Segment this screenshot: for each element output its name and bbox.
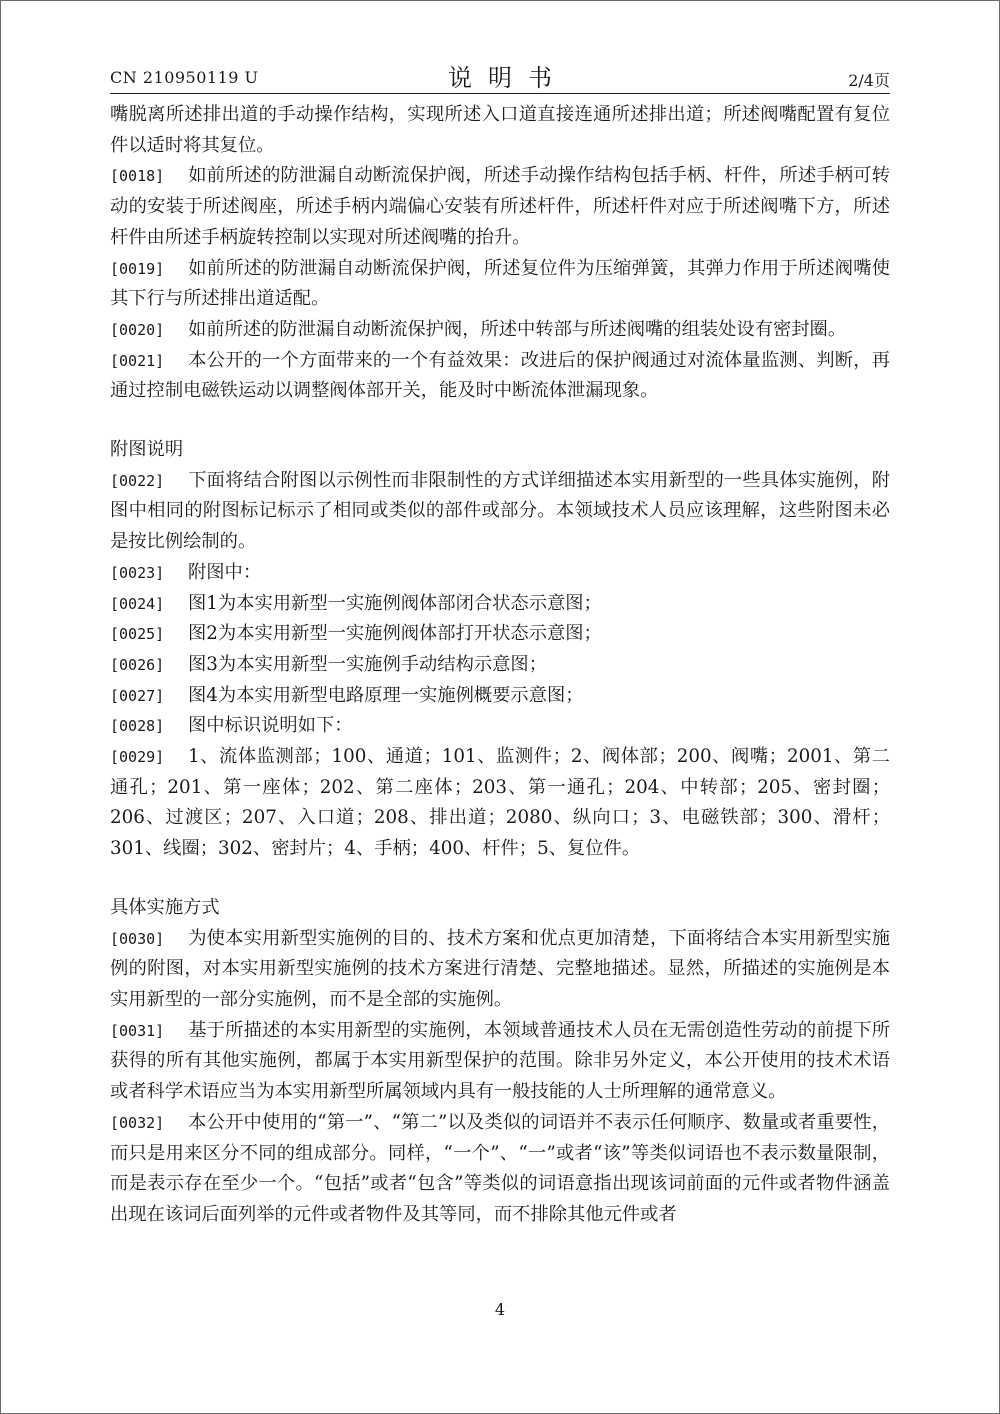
paragraph-number: [0021] <box>110 351 165 370</box>
paragraph-text: 图4为本实用新型电路原理一实施例概要示意图； <box>188 684 584 706</box>
paragraph-text: 附图中： <box>188 561 262 583</box>
paragraph-0025 <box>110 619 890 650</box>
paragraph-text: 如前所述的防泄漏自动断流保护阀，所述手动操作结构包括手柄、杆件，所述手柄可转动的安装于所述阀座，所述手柄内端偏心安装有所述杆件，所述杆件对应于所述阀嘴下方，所述杆件由所述手柄旋转控制以实现对所述阀嘴的抬升。 <box>110 165 890 248</box>
paragraph-text: 图2为本实用新型一实施例阀体部打开状态示意图； <box>188 623 602 645</box>
header-rule <box>110 93 890 94</box>
section-heading: 附图说明 <box>110 439 184 461</box>
continuation-paragraph: 嘴脱离所述排出道的手动操作结构，实现所述入口道直接连通所述排出道；所述阀嘴配置有复位件以适时将其复位。 <box>110 104 890 156</box>
page-header <box>110 58 890 92</box>
paragraph-text: 如前所述的防泄漏自动断流保护阀，所述复位件为压缩弹簧，其弹力作用于所述阀嘴使其下行与所述排出道适配。 <box>110 257 890 310</box>
paragraph-number: [0026] <box>110 655 165 674</box>
paragraph-number: [0025] <box>110 625 165 644</box>
paragraph-0023 <box>110 558 890 589</box>
paragraph-0027 <box>110 681 890 712</box>
paragraph-0031 <box>110 1016 890 1108</box>
paragraph-0030 <box>110 924 890 1016</box>
paragraph-number: [0030] <box>110 929 165 948</box>
paragraph-text: 下面将结合附图以示例性而非限制性的方式详细描述本实用新型的一些具体实施例，附图中相同的附图标记标示了相同或类似的部件或部分。本领域技术人员应该理解，这些附图未必是按比例绘制的。 <box>110 469 890 553</box>
paragraph-number: [0028] <box>110 717 165 736</box>
paragraph-text: 1、流体监测部；100、通道；101、监测件；2、阀体部；200、阀嘴；2001、第二通孔；201、第一座体；202、第二座体；203、第一通孔；204、中转部；205、密封圈；206、过渡区；207、入口道；208、排出道；2080、纵向口；3、电磁铁部；300、滑杆；301、线圈；302、密封片；4、手柄；400、杆件；5、复位件。 <box>110 746 890 860</box>
paragraph-number: [0024] <box>110 594 165 613</box>
paragraph-0022 <box>110 466 890 558</box>
paragraph-text: 本公开中使用的“第一”、“第二”以及类似的词语并不表示任何顺序、数量或者重要性，而只是用来区分不同的组成部分。同样，“一个”、“一”或者“该”等类似词语也不表示数量限制，而是表示存在至少一个。“包括”或者“包含”等类似的词语意指出现该词前面的元件或者物件涵盖出现在该词后面列举的元件或者物件及其等同，而不排除其他元件或者 <box>110 1111 890 1225</box>
paragraph-number: [0032] <box>110 1113 165 1132</box>
page-indicator: 2/4页 <box>848 71 890 90</box>
paragraph-number: [0018] <box>110 167 165 186</box>
page-title: 说明书 <box>448 64 568 92</box>
paragraph-group-1 <box>110 161 890 407</box>
paragraph-number: [0029] <box>110 748 165 767</box>
paragraph-0019 <box>110 254 890 315</box>
paragraph-0028 <box>110 711 890 742</box>
paragraph-text: 如前所述的防泄漏自动断流保护阀，所述中转部与所述阀嘴的组装处设有密封圈。 <box>188 318 847 340</box>
paragraph-text: 图1为本实用新型一实施例阀体部闭合状态示意图； <box>188 592 602 614</box>
paragraph-0032 <box>110 1108 890 1231</box>
paragraph-text: 为使本实用新型实施例的目的、技术方案和优点更加清楚，下面将结合本实用新型实施例的附图，对本实用新型实施例的技术方案进行清楚、完整地描述。显然，所描述的实施例是本实用新型的一部分实施例，而不是全部的实施例。 <box>110 927 890 1010</box>
paragraph-number: [0022] <box>110 471 165 490</box>
document-number: CN 210950119 U <box>110 68 259 87</box>
paragraph-0021 <box>110 346 890 407</box>
paragraph-number: [0027] <box>110 686 165 705</box>
paragraph-number: [0031] <box>110 1021 165 1040</box>
section-embodiments <box>110 893 890 1231</box>
paragraph-text: 本公开的一个方面带来的一个有益效果：改进后的保护阀通过对流体量监测、判断，再通过控制电磁铁运动以调整阀体部开关，能及时中断流体泄漏现象。 <box>110 349 890 402</box>
paragraph-0020 <box>110 315 890 346</box>
paragraph-text: 基于所描述的本实用新型的实施例，本领域普通技术人员在无需创造性劳动的前提下所获得的所有其他实施例，都属于本实用新型保护的范围。除非另外定义，本公开使用的技术术语或者科学术语应当为本实用新型所属领域内具有一般技能的人士所理解的通常意义。 <box>110 1019 890 1103</box>
document-body <box>110 100 890 1231</box>
paragraph-text: 图3为本实用新型一实施例手动结构示意图； <box>188 653 547 675</box>
paragraph-0018 <box>110 161 890 253</box>
paragraph-number: [0020] <box>110 320 165 339</box>
section-heading: 具体实施方式 <box>110 896 220 918</box>
paragraph-number: [0019] <box>110 259 165 278</box>
section-figure-description <box>110 435 890 865</box>
paragraph-0029 <box>110 742 890 865</box>
paragraph-number: [0023] <box>110 563 165 582</box>
paragraph-0026 <box>110 650 890 681</box>
paragraph-0024 <box>110 589 890 620</box>
page-number: 4 <box>494 1300 506 1319</box>
paragraph-text: 图中标识说明如下： <box>188 715 353 737</box>
